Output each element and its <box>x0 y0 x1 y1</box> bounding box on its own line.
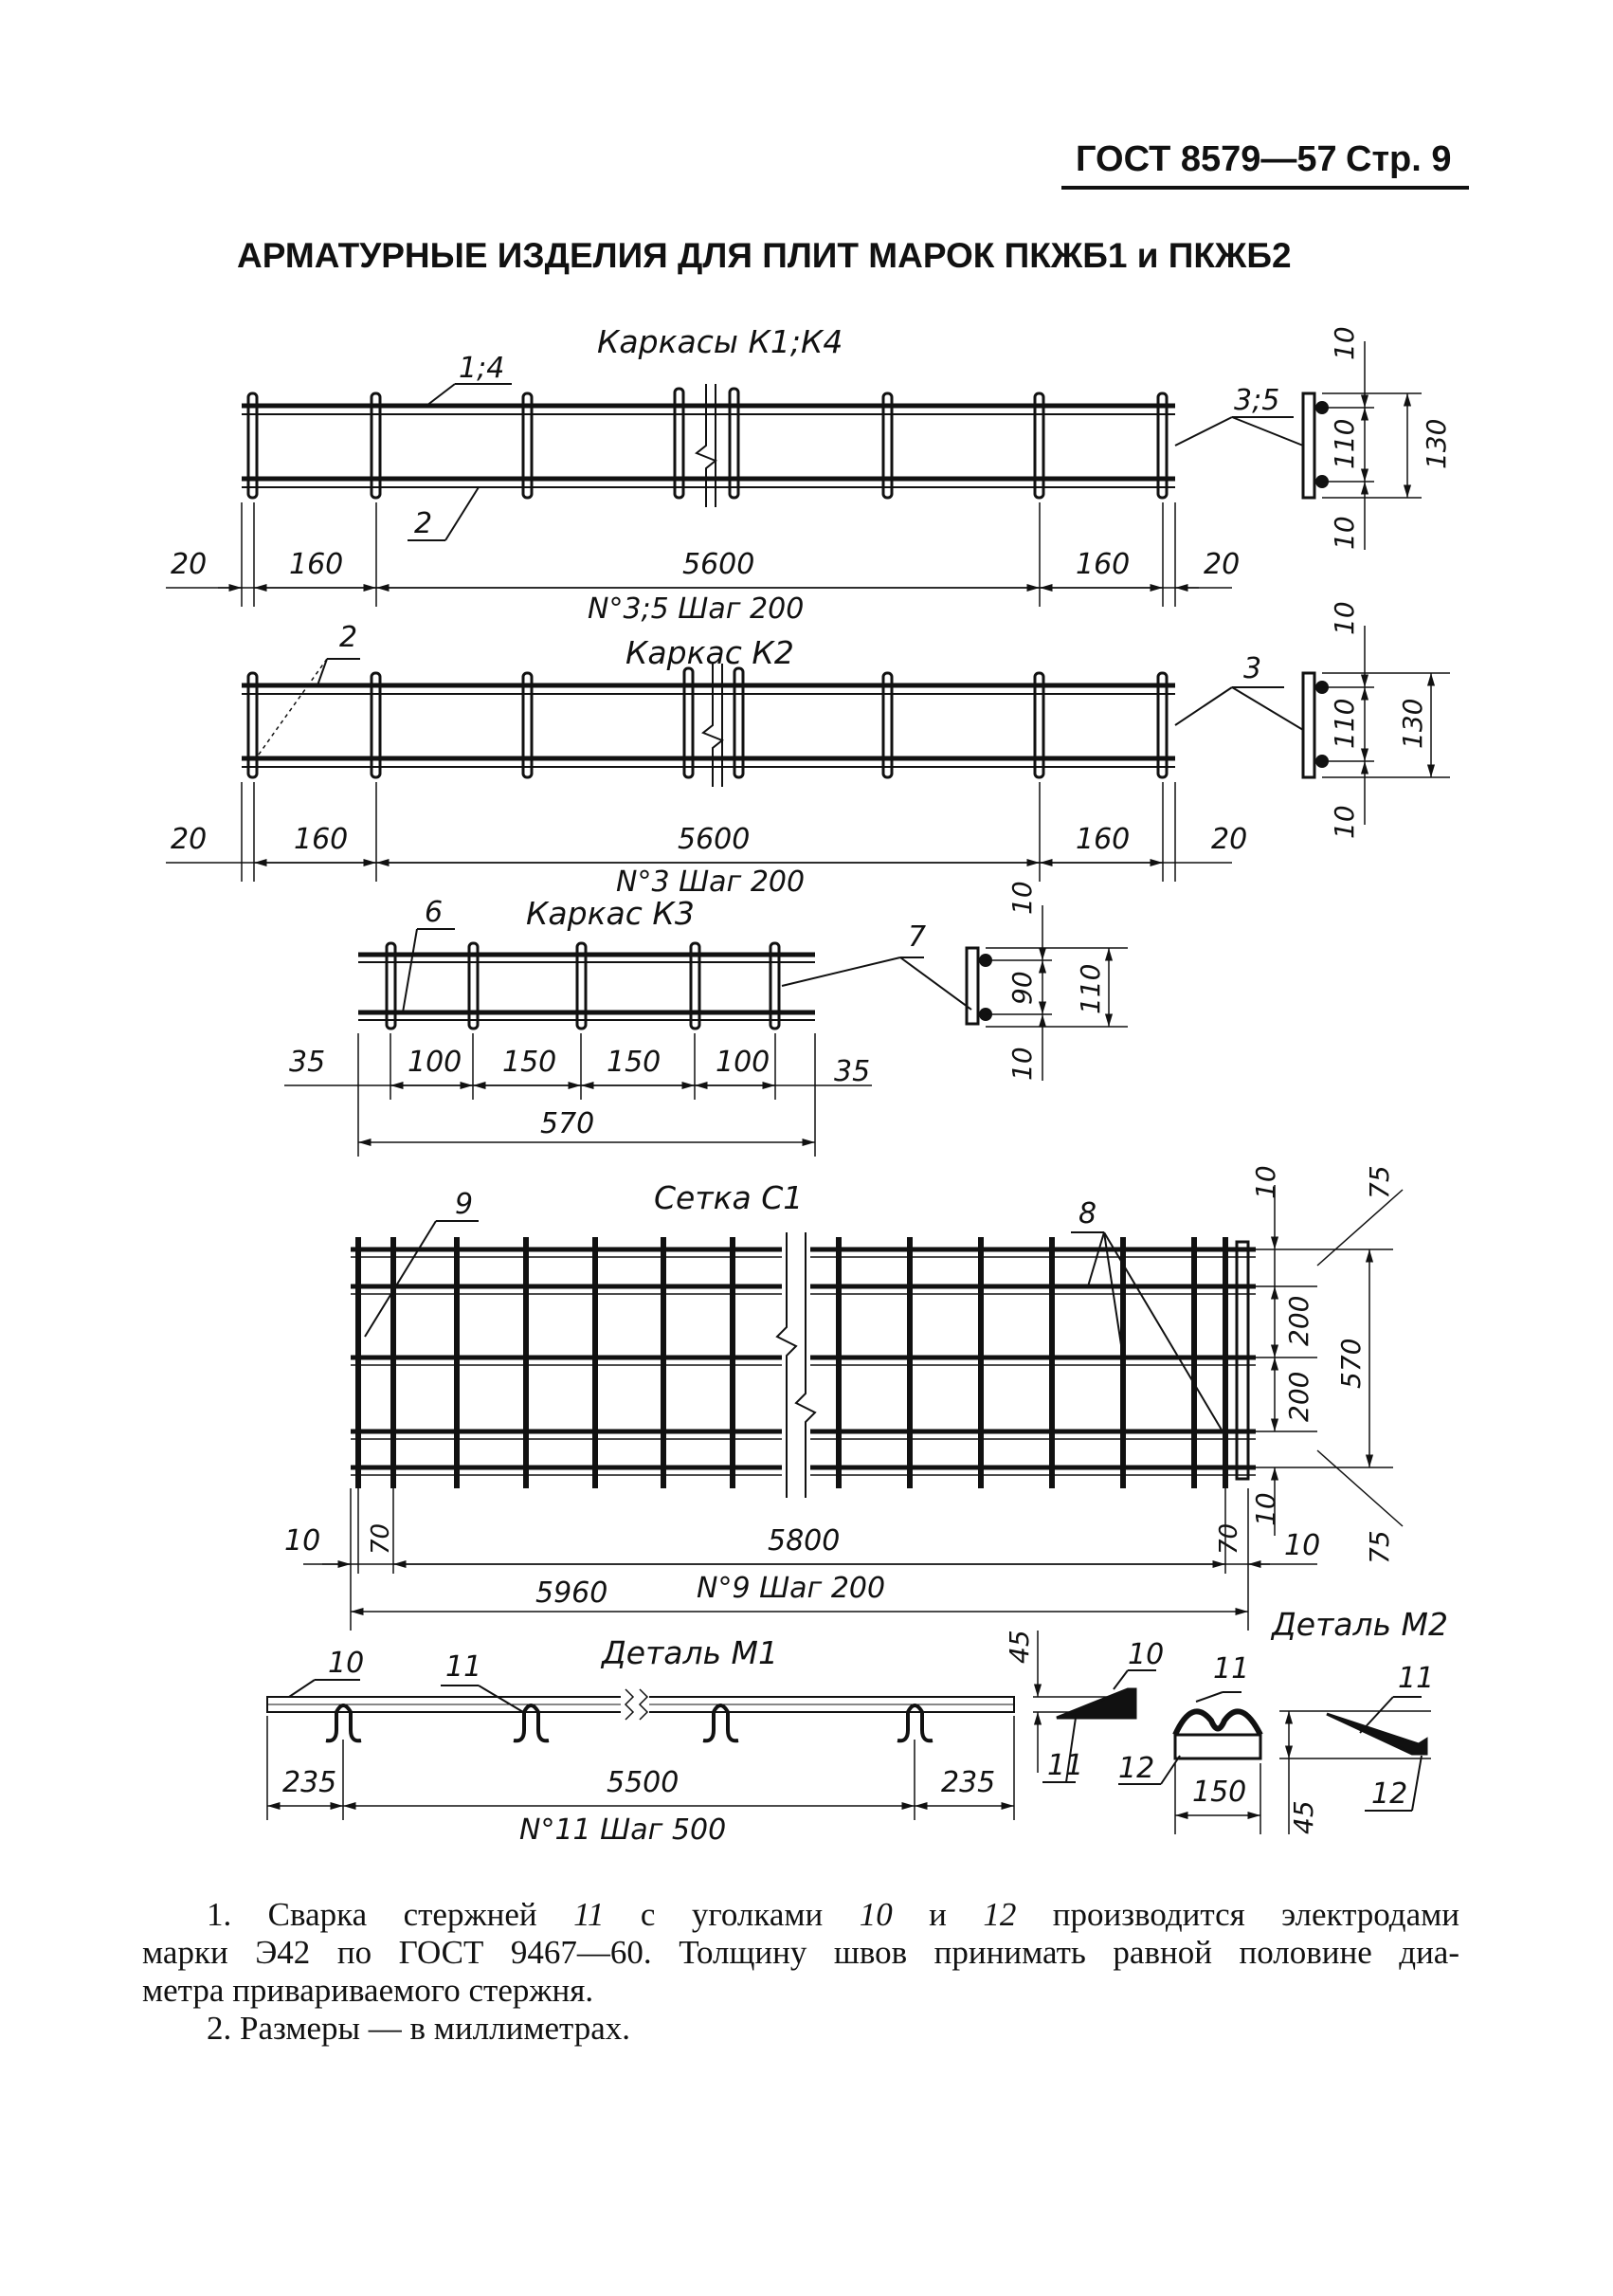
k2-dim-4: 160 <box>1076 823 1131 856</box>
k3-pos-rod: 6 <box>425 896 444 929</box>
k3-dim-2: 100 <box>408 1046 462 1079</box>
k2-sec-3: 130 <box>1397 698 1428 749</box>
k3-dim-4: 150 <box>607 1046 662 1079</box>
m1-title: Деталь М1 <box>602 1634 779 1671</box>
k1k4-dim-3: 5600 <box>682 548 755 581</box>
page-title: АРМАТУРНЫЕ ИЗДЕЛИЯ ДЛЯ ПЛИТ МАРОК ПКЖБ1 и ПКЖБ2 <box>237 236 1292 275</box>
page-number: Стр. 9 <box>1346 139 1452 179</box>
k3-pos-end: 7 <box>908 920 927 954</box>
c1-side-1: 10 <box>1250 1165 1281 1199</box>
c1-side-3: 200 <box>1283 1295 1314 1346</box>
c1-dim-2: 70 <box>367 1522 395 1555</box>
m1-side-3: 11 <box>1047 1749 1084 1782</box>
c1-pos-right: 8 <box>1078 1197 1097 1230</box>
k1k4-title: Каркасы К1;К4 <box>597 323 843 360</box>
m1-dim-2: 5500 <box>607 1766 680 1799</box>
k1k4-spacing: N°3;5 Шаг 200 <box>588 592 805 626</box>
k1k4-sec-2: 110 <box>1329 418 1360 469</box>
frame-k1-k4 <box>166 323 1452 626</box>
c1-side-5: 570 <box>1335 1338 1367 1389</box>
k1k4-sec-4: 10 <box>1329 516 1360 550</box>
c1-side-4: 200 <box>1283 1371 1314 1422</box>
m1-dim-1: 235 <box>282 1766 337 1799</box>
k2-dim-1: 20 <box>171 823 208 856</box>
k3-title: Каркас К3 <box>526 895 695 932</box>
c1-title: Сетка С1 <box>654 1179 804 1216</box>
frame-k3 <box>284 881 1128 1157</box>
k2-title: Каркас К2 <box>625 634 794 671</box>
k2-sec-2: 110 <box>1329 698 1360 749</box>
m1-dim-3: 235 <box>941 1766 996 1799</box>
k2-sec-4: 10 <box>1329 805 1360 839</box>
m2-title: Деталь М2 <box>1272 1606 1449 1643</box>
k1k4-sec-1: 10 <box>1329 326 1360 360</box>
k3-sec-1: 10 <box>1006 881 1038 915</box>
m2-label-1: 11 <box>1213 1652 1250 1686</box>
c1-dim-5: 10 <box>1284 1529 1321 1562</box>
k3-dim-6: 35 <box>834 1055 871 1088</box>
frame-k2 <box>166 601 1450 899</box>
m2-label-3: 150 <box>1192 1776 1247 1809</box>
k1k4-dim-5: 20 <box>1204 548 1241 581</box>
k2-dim-3: 5600 <box>678 823 751 856</box>
k1k4-sec-3: 130 <box>1421 418 1452 469</box>
k1k4-pos-end: 3;5 <box>1234 384 1280 417</box>
standard-number: ГОСТ 8579—57 <box>1076 139 1337 179</box>
c1-side-6: 10 <box>1250 1492 1281 1526</box>
m1-pos-angle: 10 <box>328 1647 365 1680</box>
k3-dim-3: 150 <box>502 1046 557 1079</box>
part-m2 <box>1118 1606 1448 1834</box>
k1k4-pos-bottom: 2 <box>414 507 433 540</box>
note-1-line-2: марки Э42 по ГОСТ 9467—60. Толщину швов принимать равной половине диа- <box>142 1934 1459 1971</box>
k2-pos-end: 3 <box>1243 652 1262 685</box>
c1-side-7: 75 <box>1364 1530 1395 1564</box>
m2-label-2: 12 <box>1118 1752 1155 1785</box>
c1-dim-4: 70 <box>1215 1522 1243 1555</box>
k2-dim-2: 160 <box>294 823 349 856</box>
c1-dim-1: 10 <box>284 1524 321 1558</box>
m2-label-5: 11 <box>1398 1662 1435 1695</box>
k3-sec-4: 10 <box>1006 1047 1038 1081</box>
k3-dim-5: 100 <box>716 1046 770 1079</box>
part-m1 <box>267 1630 1164 1847</box>
m2-label-4: 45 <box>1288 1800 1319 1834</box>
k2-dim-5: 20 <box>1211 823 1248 856</box>
c1-pos-left: 9 <box>455 1188 474 1221</box>
m2-label-6: 12 <box>1371 1777 1408 1811</box>
m1-spacing: N°11 Шаг 500 <box>519 1813 727 1847</box>
note-1-line-3: метра привариваемого стержня. <box>142 1972 594 2009</box>
c1-spacing: N°9 Шаг 200 <box>697 1572 886 1605</box>
k1k4-pos-top: 1;4 <box>459 352 505 385</box>
m1-pos-rod: 11 <box>445 1650 482 1684</box>
k1k4-dim-1: 20 <box>171 548 208 581</box>
c1-total: 5960 <box>535 1576 608 1610</box>
c1-dim-3: 5800 <box>768 1524 841 1558</box>
k2-spacing: N°3 Шаг 200 <box>616 866 806 899</box>
notes <box>142 1896 1459 2048</box>
m1-side-1: 45 <box>1004 1630 1035 1664</box>
k2-sec-1: 10 <box>1329 601 1360 635</box>
note-2: 2. Размеры — в миллиметрах. <box>207 2010 631 2047</box>
k3-dim-1: 35 <box>289 1046 326 1079</box>
k1k4-dim-4: 160 <box>1076 548 1131 581</box>
k2-pos-top: 2 <box>339 621 358 654</box>
k3-total: 570 <box>540 1107 595 1140</box>
m1-side-2: 10 <box>1128 1638 1165 1671</box>
note-1-line-1: 1. Сварка стержней 11 с уголками 10 и 12 производится электродами <box>207 1896 1460 1933</box>
k3-sec-3: 110 <box>1075 963 1106 1014</box>
mesh-c1 <box>284 1165 1403 1631</box>
k1k4-dim-2: 160 <box>289 548 344 581</box>
k3-sec-2: 90 <box>1006 971 1038 1005</box>
c1-side-2: 75 <box>1364 1165 1395 1199</box>
